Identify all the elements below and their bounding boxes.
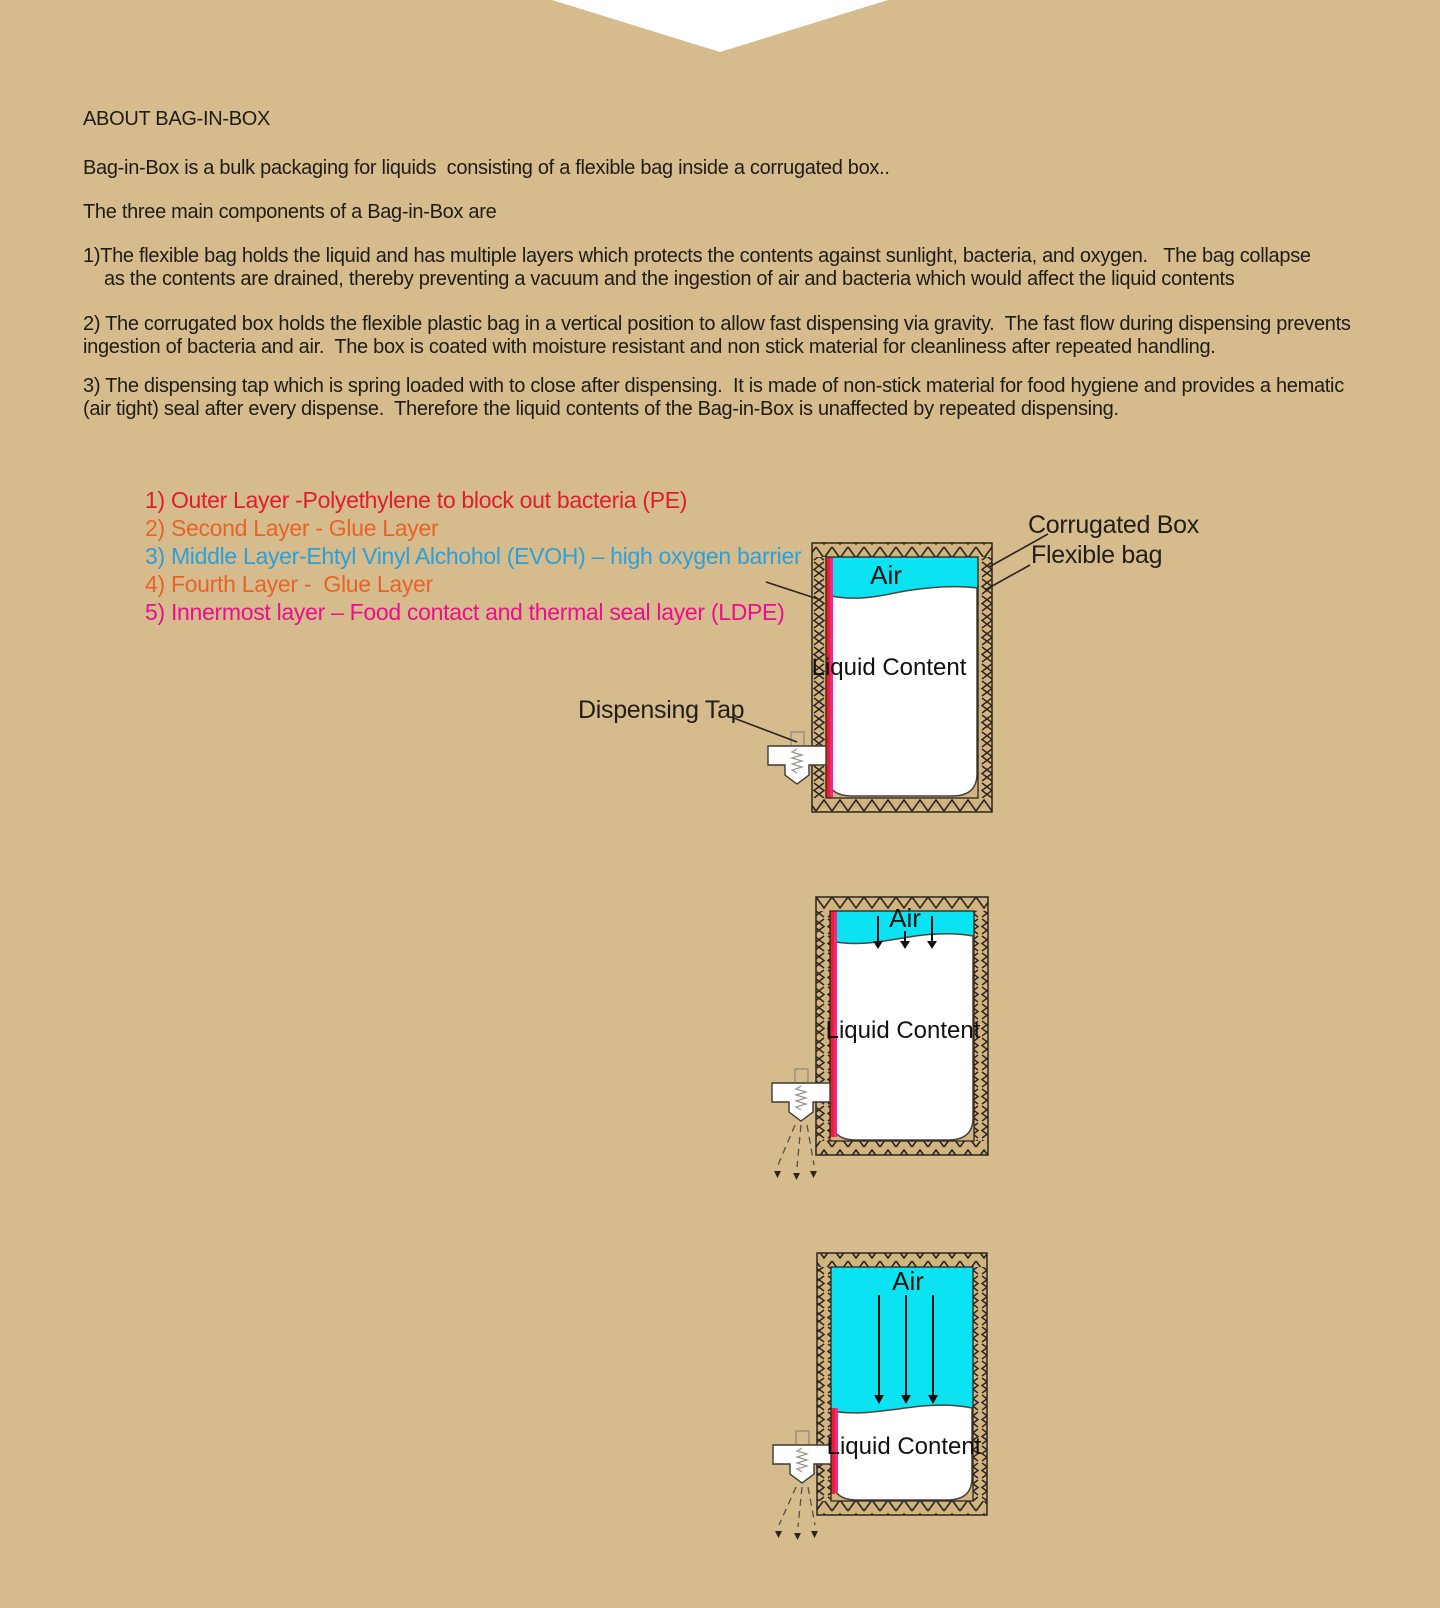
liquid-spray-arrowheads-2 [774, 1171, 817, 1180]
bullet-3 [83, 375, 1344, 421]
layer-item-3: 3) Middle Layer-Ehtyl Vinyl Alchohol (EVOH) – high oxygen barrier [145, 543, 802, 569]
bullet-3-line-2: (air tight) seal after every dispense. Therefore the liquid contents of the Bag-in-Box is unaffected by repeated dispensing. [83, 398, 1119, 420]
air-label-2: Air [889, 903, 921, 933]
intro-line: Bag-in-Box is a bulk packaging for liquids consisting of a flexible bag inside a corrugated box.. [83, 157, 890, 179]
liquid-bag-1 [827, 587, 977, 796]
bullet-2-line-2: ingestion of bacteria and air. The box is coated with moisture resistant and non stick material for cleanliness after repeated handling. [83, 336, 1216, 358]
layer-item-5: 5) Innermost layer – Food contact and thermal seal layer (LDPE) [145, 599, 785, 625]
callout-corrugated-box: Corrugated Box [1028, 511, 1199, 539]
layer-item-4: 4) Fourth Layer - Glue Layer [145, 571, 433, 597]
liquid-content-label-2: Liquid Content [825, 1017, 981, 1044]
top-chevron-notch [552, 0, 888, 52]
liquid-spray-2 [778, 1125, 814, 1167]
box-3-wall-bottom [817, 1501, 987, 1515]
components-heading: The three main components of a Bag-in-Box are [83, 201, 497, 223]
bag-in-box-stage-3 [773, 1253, 987, 1540]
bullet-2 [83, 313, 1351, 359]
liquid-content-label-3: Liquid Content [826, 1433, 982, 1460]
box-3-wall-left [817, 1267, 831, 1501]
box-1-wall-right [978, 557, 992, 798]
liquid-content-label-1: Liquid Content [811, 654, 967, 681]
bullet-2-line-1: 2) The corrugated box holds the flexible plastic bag in a vertical position to allow fast dispensing via gravity. The fast flow during dispensing prevents [83, 313, 1351, 335]
box-2-wall-bottom [816, 1141, 988, 1155]
box-1-wall-top [812, 543, 992, 557]
liquid-spray-3 [779, 1487, 815, 1527]
layer-item-1: 1) Outer Layer -Polyethylene to block out bacteria (PE) [145, 487, 688, 513]
bullet-1-line-1: 1)The flexible bag holds the liquid and has multiple layers which protects the contents against sunlight, bacteria, and oxygen. The bag collapse [83, 245, 1311, 267]
air-label-3: Air [892, 1266, 924, 1296]
bullet-3-line-1: 3) The dispensing tap which is spring loaded with to close after dispensing. It is made of non-stick material for food hygiene and provides a hematic [83, 375, 1344, 397]
box-1-wall-bottom [812, 798, 992, 812]
callout-dispensing-tap: Dispensing Tap [578, 696, 745, 724]
box-3-wall-right [973, 1267, 987, 1501]
layer-item-2: 2) Second Layer - Glue Layer [145, 515, 439, 541]
bullet-1 [83, 245, 1311, 291]
air-label-1: Air [870, 560, 902, 590]
liquid-spray-arrowheads-3 [775, 1531, 818, 1540]
box-3-wall-top [817, 1253, 987, 1267]
callout-flexible-bag: Flexible bag [1031, 541, 1163, 569]
bullet-1-line-2: as the contents are drained, thereby preventing a vacuum and the ingestion of air and bacteria which would affect the liquid contents [83, 268, 1235, 290]
page-title: ABOUT BAG-IN-BOX [83, 108, 271, 130]
